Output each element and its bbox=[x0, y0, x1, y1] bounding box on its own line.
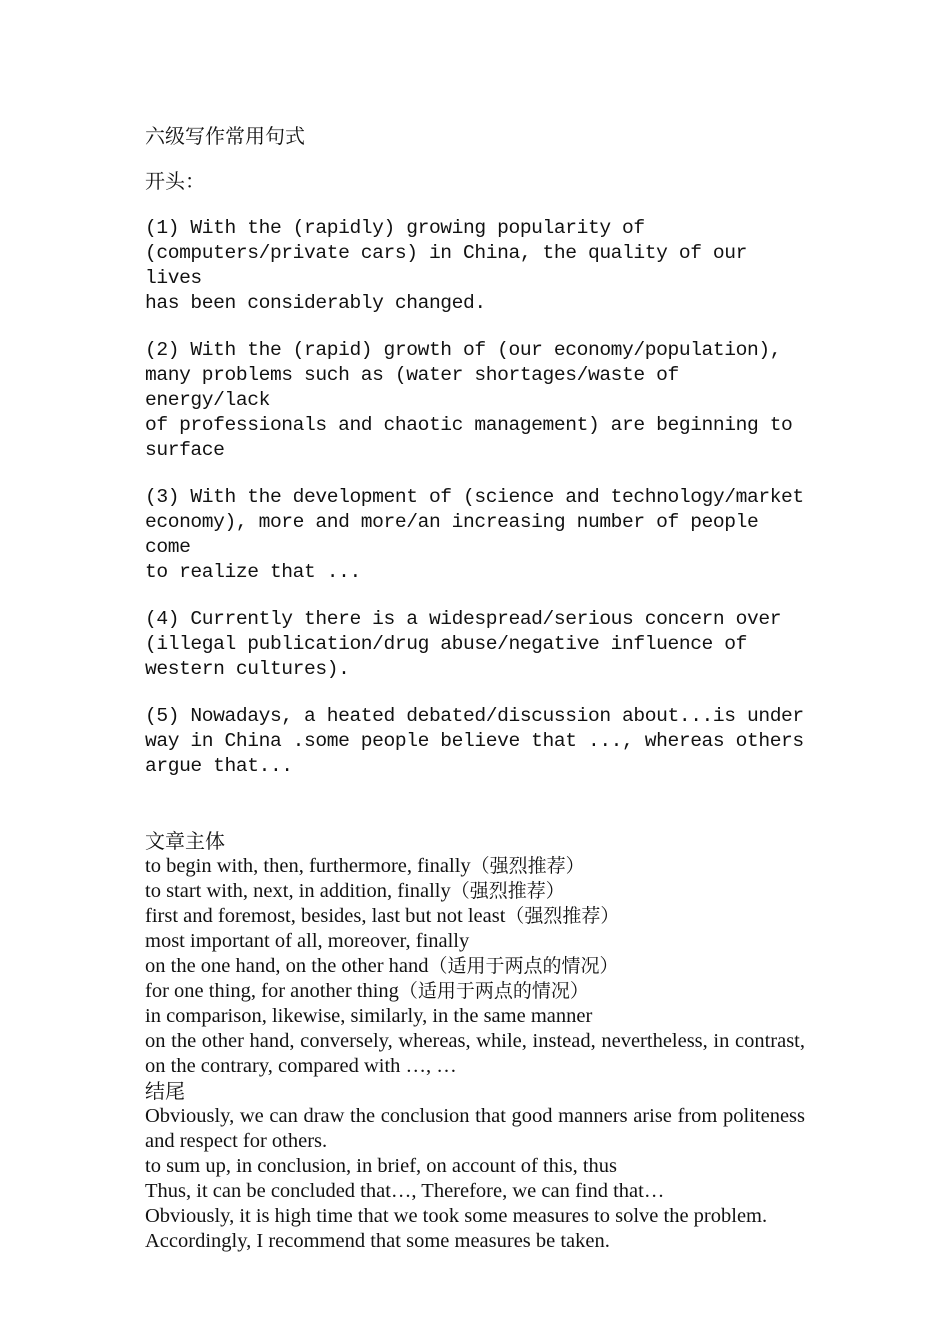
ending-section-label: 结尾 bbox=[145, 1079, 185, 1103]
transition-text: first and foremost, besides, last but not least bbox=[145, 905, 506, 927]
transition-text: on the one hand, on the other hand bbox=[145, 955, 429, 977]
transition-text: to begin with, then, furthermore, finally bbox=[145, 855, 471, 877]
transition-line bbox=[145, 879, 805, 904]
ending-sentence: Accordingly, I recommend that some measures be taken. bbox=[145, 1230, 610, 1252]
ending-sentence: to sum up, in conclusion, in brief, on account of this, thus bbox=[145, 1155, 618, 1177]
transition-line bbox=[145, 929, 805, 954]
document-title: 六级写作常用句式 bbox=[145, 124, 305, 148]
transition-note: （强烈推荐） bbox=[470, 855, 585, 877]
transition-text: in comparison, likewise, similarly, in the same manner bbox=[145, 1005, 593, 1027]
opening-section-label: 开头： bbox=[145, 169, 205, 193]
transition-line bbox=[145, 854, 805, 879]
transition-note: （适用于两点的情况） bbox=[398, 980, 589, 1002]
transition-line bbox=[145, 979, 805, 1004]
transition-line bbox=[145, 954, 805, 979]
opening-sentence-2: (2) With the (rapid) growth of (our economy/population), many problems such as (water shortages/waste of energy/lack of professionals and chaotic management) are beginning to surface bbox=[145, 339, 793, 461]
contrast-transitions: on the other hand, conversely, whereas, while, instead, nevertheless, in contrast, on the contrary, compared with …, … bbox=[145, 1030, 805, 1077]
ending-sentence: Thus, it can be concluded that…, Therefore, we can find that… bbox=[145, 1180, 665, 1202]
ending-sentence: Obviously, we can draw the conclusion that good manners arise from politeness and respect for others. bbox=[145, 1105, 805, 1152]
transition-text: for one thing, for another thing bbox=[145, 980, 399, 1002]
transition-text: to start with, next, in addition, finally bbox=[145, 880, 451, 902]
transition-note: （强烈推荐） bbox=[505, 905, 620, 927]
body-section-label: 文章主体 bbox=[145, 829, 225, 853]
transition-line bbox=[145, 1004, 805, 1029]
transition-line bbox=[145, 904, 805, 929]
document-page bbox=[145, 118, 805, 1254]
opening-sentence-4: (4) Currently there is a widespread/serious concern over (illegal publication/drug abuse/negative influence of western cultures). bbox=[145, 608, 782, 680]
transition-text: most important of all, moreover, finally bbox=[145, 930, 470, 952]
opening-sentence-3: (3) With the development of (science and technology/market economy), more and more/an increasing number of people come to realize that ... bbox=[145, 486, 804, 583]
opening-sentence-1: (1) With the (rapidly) growing popularity of (computers/private cars) in China, the quality of our lives has been considerably changed. bbox=[145, 217, 747, 314]
transition-note: （强烈推荐） bbox=[450, 880, 565, 902]
opening-sentence-5: (5) Nowadays, a heated debated/discussion about...is under way in China .some people believe that ..., whereas others argue that... bbox=[145, 705, 804, 777]
body-section bbox=[145, 829, 805, 1254]
ending-sentence: Obviously, it is high time that we took some measures to solve the problem. bbox=[145, 1205, 768, 1227]
transition-note: （适用于两点的情况） bbox=[428, 955, 619, 977]
